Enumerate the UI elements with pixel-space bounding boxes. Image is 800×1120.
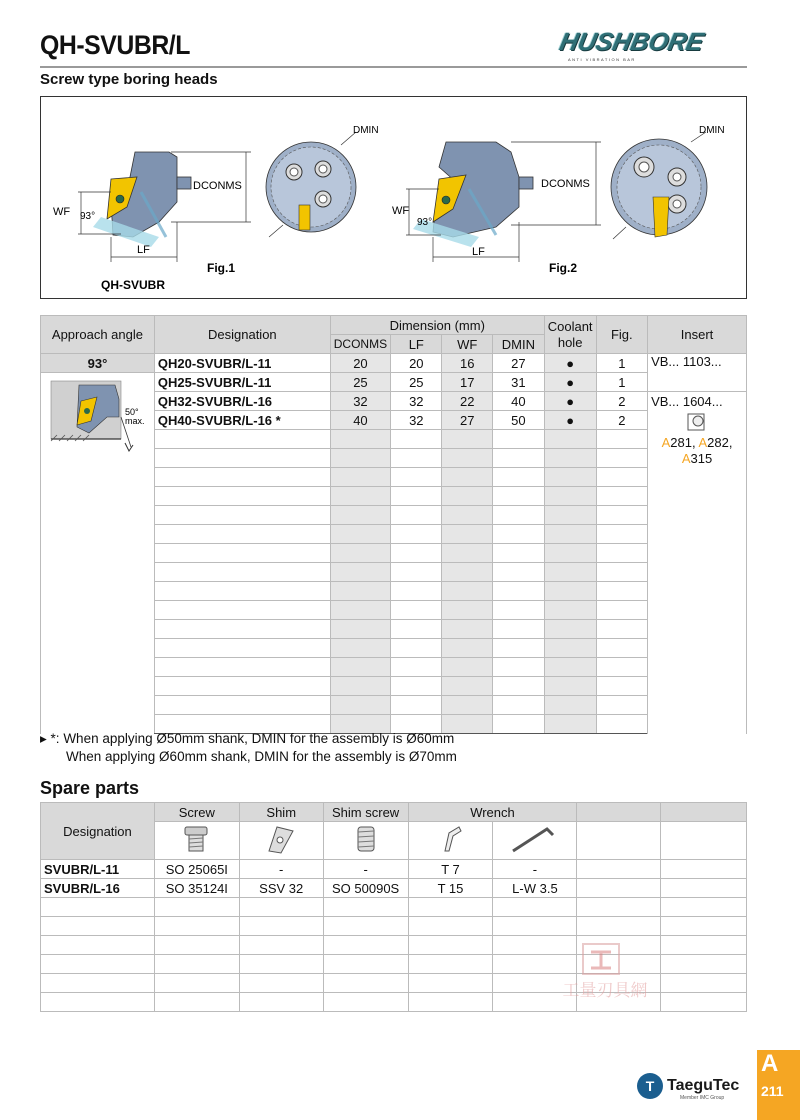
table-row — [41, 373, 747, 392]
shim-icon — [239, 822, 323, 860]
spare-header-screw: Screw — [154, 803, 239, 822]
insert-ref-2: A282, — [698, 435, 733, 450]
spare-header-designation: Designation — [41, 803, 155, 860]
header-dconms: DCONMS — [330, 335, 390, 354]
figure-panel — [40, 96, 747, 299]
spare-header-wrench: Wrench — [408, 803, 577, 822]
cell-dmin: 50 — [492, 411, 544, 430]
title-divider — [40, 66, 747, 68]
fig1-caption: Fig.1 — [207, 261, 236, 275]
cell-dconms: 40 — [330, 411, 390, 430]
footnote-line-2: When applying Ø60mm shank, DMIN for the assembly is Ø70mm — [66, 749, 457, 764]
cell-dconms: 32 — [330, 392, 390, 411]
insert-ref-1: A281, — [661, 435, 696, 450]
insert-2-cell — [648, 392, 747, 734]
cell-wf: 16 — [442, 354, 493, 373]
section-letter: A — [761, 1050, 779, 1077]
header-insert: Insert — [648, 316, 747, 354]
footnote-line-1: When applying Ø50mm shank, DMIN for the assembly is Ø60mm — [63, 731, 455, 746]
cell-fig: 1 — [596, 373, 648, 392]
spare-parts-title: Spare parts — [40, 778, 140, 798]
spare-cell-designation: SVUBR/L-16 — [41, 879, 155, 898]
insert-page-icon — [651, 412, 743, 435]
fig1-name: QH-SVUBR — [101, 278, 166, 292]
approach-angle-sketch — [41, 373, 155, 734]
spare-cell-wrench2: L-W 3.5 — [493, 879, 577, 898]
fig2-dconms-label: DCONMS — [541, 178, 590, 190]
header-lf: LF — [391, 335, 442, 354]
fig2-wf-label: WF — [392, 205, 410, 217]
header-dmin: DMIN — [492, 335, 544, 354]
spare-cell-shim_screw: - — [323, 860, 408, 879]
cell-designation: QH32-SVUBR/L-16 — [154, 392, 330, 411]
header-approach-angle: Approach angle — [41, 316, 155, 354]
svg-text:T: T — [645, 1078, 655, 1094]
header-fig: Fig. — [596, 316, 648, 354]
cell-dconms: 25 — [330, 373, 390, 392]
fig2-tool-drawing — [413, 142, 533, 247]
footnote-marker: ▸ *: — [40, 731, 60, 746]
spare-cell-wrench1: T 15 — [408, 879, 493, 898]
section-tab — [757, 1050, 800, 1120]
cell-coolant: ● — [544, 392, 596, 411]
spare-cell-wrench2: - — [493, 860, 577, 879]
spare-header-shim-screw: Shim screw — [323, 803, 408, 822]
spare-cell-screw: SO 25065I — [154, 860, 239, 879]
spare-row — [41, 860, 747, 879]
cell-designation: QH25-SVUBR/L-11 — [154, 373, 330, 392]
cell-dmin: 31 — [492, 373, 544, 392]
insert-1: VB... 1103... — [648, 354, 747, 392]
cell-wf: 17 — [442, 373, 493, 392]
header-dimension: Dimension (mm) — [330, 316, 544, 335]
fig2-angle-label: 93° — [417, 217, 433, 228]
hushbore-logo — [557, 28, 750, 64]
fig2-dmin-label: DMIN — [699, 125, 725, 136]
spare-cell-designation: SVUBR/L-11 — [41, 860, 155, 879]
cell-coolant: ● — [544, 373, 596, 392]
cell-wf: 27 — [442, 411, 493, 430]
spare-cell-screw: SO 35124I — [154, 879, 239, 898]
page-title: QH-SVUBR/L — [40, 30, 190, 60]
torx-wrench-icon — [408, 822, 493, 860]
spare-cell-shim: - — [239, 860, 323, 879]
insert-2: VB... 1604... — [651, 394, 723, 409]
fig1-angle-label: 93° — [80, 211, 96, 222]
page-subtitle: Screw type boring heads — [40, 71, 218, 88]
approach-angle-value: 93° — [41, 354, 155, 373]
cell-coolant: ● — [544, 411, 596, 430]
fig2-caption: Fig.2 — [549, 261, 578, 275]
spare-cell-wrench1: T 7 — [408, 860, 493, 879]
brand-tagline: ANTI VIBRATION BAR — [568, 57, 636, 62]
spare-cell-shim_screw: SO 50090S — [323, 879, 408, 898]
max-angle-label: 50° — [125, 407, 139, 417]
fig2-end-view — [611, 132, 707, 239]
max-angle-label-2: max. — [125, 416, 145, 426]
cell-coolant: ● — [544, 354, 596, 373]
spare-cell-shim: SSV 32 — [239, 879, 323, 898]
footnote — [40, 730, 457, 766]
spare-row — [41, 898, 747, 917]
fig1-wf-label: WF — [53, 206, 71, 218]
spare-row — [41, 917, 747, 936]
spare-header-shim: Shim — [239, 803, 323, 822]
insert-ref-3: A315 — [681, 451, 713, 466]
fig1-dconms-label: DCONMS — [193, 180, 242, 192]
hex-wrench-icon — [493, 822, 577, 860]
fig1-end-view — [266, 132, 356, 237]
fig1-dmin-label: DMIN — [353, 125, 379, 136]
cell-designation: QH20-SVUBR/L-11 — [154, 354, 330, 373]
watermark-logo — [535, 942, 675, 1012]
spare-row — [41, 879, 747, 898]
shim-screw-icon — [323, 822, 408, 860]
boring-head-rows — [41, 354, 747, 734]
cell-dmin: 40 — [492, 392, 544, 411]
maker-name: TaeguTec — [667, 1077, 740, 1094]
fig1-lf-label: LF — [137, 244, 150, 256]
cell-lf: 32 — [391, 392, 442, 411]
cell-dmin: 27 — [492, 354, 544, 373]
cell-fig: 1 — [596, 354, 648, 373]
header-coolant-hole: Coolant hole — [544, 316, 596, 354]
tool-diagrams — [41, 97, 748, 300]
cell-lf: 32 — [391, 411, 442, 430]
fig1-tool-drawing — [93, 152, 191, 247]
header-designation: Designation — [154, 316, 330, 354]
brand-logo-text: HUSHBORE — [557, 28, 707, 56]
cell-lf: 25 — [391, 373, 442, 392]
page-number: 211 — [761, 1083, 784, 1099]
cell-wf: 22 — [442, 392, 493, 411]
boring-head-table — [40, 315, 747, 734]
watermark-text: 工量刃具網 — [562, 981, 648, 1001]
maker-sub: Member IMC Group — [680, 1095, 725, 1101]
table-row — [41, 354, 747, 373]
cell-designation: QH40-SVUBR/L-16 * — [154, 411, 330, 430]
fig2-lf-label: LF — [472, 246, 485, 258]
screw-icon — [154, 822, 239, 860]
cell-dconms: 20 — [330, 354, 390, 373]
cell-fig: 2 — [596, 392, 648, 411]
cell-fig: 2 — [596, 411, 648, 430]
taegutec-logo — [636, 1070, 754, 1100]
cell-lf: 20 — [391, 354, 442, 373]
header-wf: WF — [442, 335, 493, 354]
